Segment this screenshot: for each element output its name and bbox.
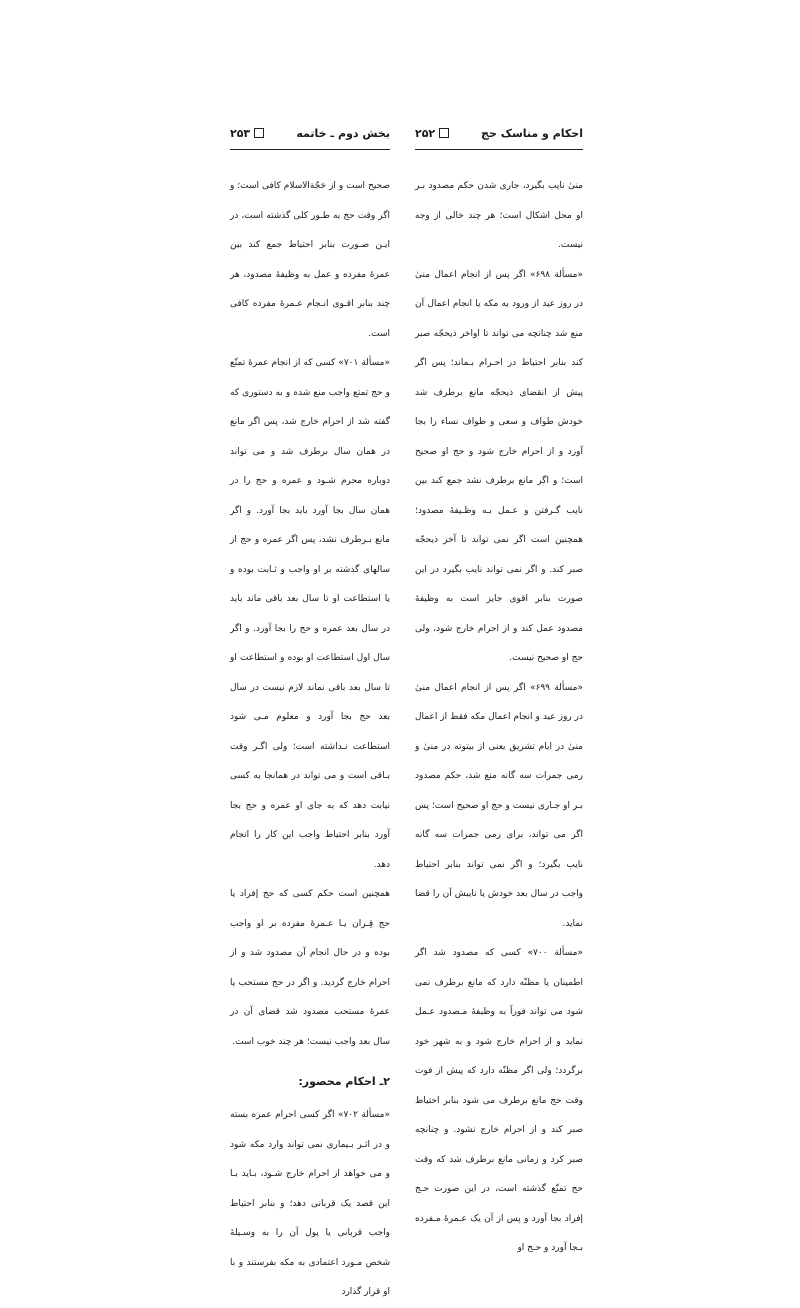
paragraph: همچنین است حکم کسی که حج إفراد یا حج قِـران یـا عـمرهٔ مفرده بر او واجب بوده و در حال انجام آن مصدود شد و از احرام خارج گردید. و اگر در حج مستحب یا عمرهٔ مستحب مصدود شد قضای آن در سال بعد واجب نیست؛ هر چند خوب است. — [230, 889, 390, 1047]
section-heading: ۲ـ احکام محصور: — [298, 1075, 390, 1088]
right-page — [415, 0, 583, 1253]
left-page-header — [230, 122, 390, 144]
header-rule — [415, 149, 583, 150]
right-page-running-title: احکام و مناسک حج — [481, 126, 583, 140]
paragraph: «مسألة ۷۰۱» کسی که از انجام عمرهٔ تمتّع و حج تمتع واجب منع شده و به دستوری که گفته شد از احرام خارج شد، پس اگر مانع در همان سال برطرف شد و می تواند دوباره محرم شـود و عمره و حج را در همان سال بجا آورد باید بجا آورد. و اگر مانع بـرطرف نشد، پس اگر عمره و حج از سالهای گذشته بر او واجب و ثـابت بوده و یا استطاعت او تا سال بعد باقی ماند باید در سال بعد عمره و حج را بجا آورد. و اگر سال اول استطاعت او بوده و استطاعت او تا سال بعد باقی نماند لازم نیست در سال بعد حج بجا آورد و معلوم مـی شود استطاعت نـداشته است؛ ولی اگـر وقت بـاقی است و می تواند در همانجا به کسی نیابت دهد که به جای او عمره و حج بجا آورد بنابر احتیاط واجب این کار را انجام دهد. — [230, 358, 390, 870]
paragraph: «مسألة ۷۰۲» اگر کسی احرام عمره بسته و در اثـر بـیماری نمی تواند وارد مکه شود و می خواهد از احرام خارج شـود، بـاید بـا این قصد یک قربانی دهد؛ و بنابر احتیاط واجب قربانی یا پول آن را به وسـیلهٔ شخص مـورد اعتمادی به مکه بفرستند و با او قرار گذارد — [230, 1110, 391, 1297]
right-page-number — [415, 127, 449, 140]
paragraph: صحیح است و از حَجّةالاسلام کافی است؛ و اگر وقت حج به طـور کلی گذشته است، در ایـن صـورت بنابر احتیاط جمع کند بین عمرهٔ مفرده و عمل به وظیفهٔ مصدود، هر چند بنابر اقـوی انـجام عـمرهٔ مفرده کافی است. — [230, 181, 390, 339]
left-page-body — [230, 172, 390, 1308]
header-rule — [230, 149, 390, 150]
paragraph: منیٰ نایب بگیرد، جاری شدن حکم مصدود بـر او محل اشکال است؛ هر چند خالی از وجه نیست. — [415, 181, 583, 250]
page-box-icon — [254, 128, 264, 138]
paragraph: «مسألة ۷۰۰» کسی که مصدود شد اگر اطمینان یا مظنّه دارد که مانع برطرف نمی شود می تواند فوراً به وظیفهٔ مـصدود عـمل نماید و از احرام خارج شود و به شهر خود برگردد؛ ولی اگر مظنّه دارد که پیش از فوت وقت حج مانع برطرف می شود بنابر احتیاط صبر کند و از احرام خارج نشود. و چنانچه صبر کرد و زمانی مانع برطرف شد که وقت حج تمتّع گذشته است، در این صورت حـج إفراد بجا آورد و پس از آن یک عـمرهٔ مـفرده بـجا آورد و حـج او — [415, 948, 583, 1253]
page-number-text: ۲۵۳ — [230, 126, 251, 140]
left-page-running-title: بخش دوم ـ خاتمه — [296, 126, 390, 140]
right-page-header — [415, 122, 583, 144]
left-page — [230, 0, 391, 1297]
left-page-number — [230, 127, 264, 140]
paragraph: «مسألة ۶۹۸» اگر پس از انجام اعمال منیٰ در روز عید از ورود به مکه یا انجام اعمال آن منع شد چنانچه می تواند تا اواخر ذیحجّه صبر کند بنابر احتیاط در احـرام بـماند؛ پس اگر پیش از انقضای ذیحجّه مانع برطرف شد خودش طواف و سعی و طواف نساء را بجا آورد و از احرام خارج شود و حج او صحیح است؛ و اگر مانع برطرف نشد جمع کند بین نایب گـرفتن و عـمل بـه وظـیفهٔ مصدود؛ همچنین است اگر نمی تواند تا آخر ذیحجّه صبر کند. و اگر نمی تواند نایب بگیرد در این صورت بنابر اقوی جایز است به وظیفهٔ مصدود عمل کند و از احرام خارج شود، ولی حج او صحیح نیست. — [415, 269, 583, 663]
page-number-text: ۲۵۲ — [415, 126, 436, 140]
page-box-icon — [439, 128, 449, 138]
paragraph: «مسألة ۶۹۹» اگر پس از انجام اعمال منیٰ در روز عید و انجام اعمال مکه فقط از اعمال منیٰ در ایام تشریق یعنی از بیتوته در منیٰ و رمی جمرات سه گانه منع شد، حکم مصدود بـر او جـاری نیست و حج او صحیح است؛ پس اگر می تواند، برای رمی جمرات سه گانه نایب بگیرد؛ و اگر نمی تواند بنابر احتیاط واجب در سال بعد خودش یا نایبش آن را قضا نماید. — [415, 682, 583, 929]
